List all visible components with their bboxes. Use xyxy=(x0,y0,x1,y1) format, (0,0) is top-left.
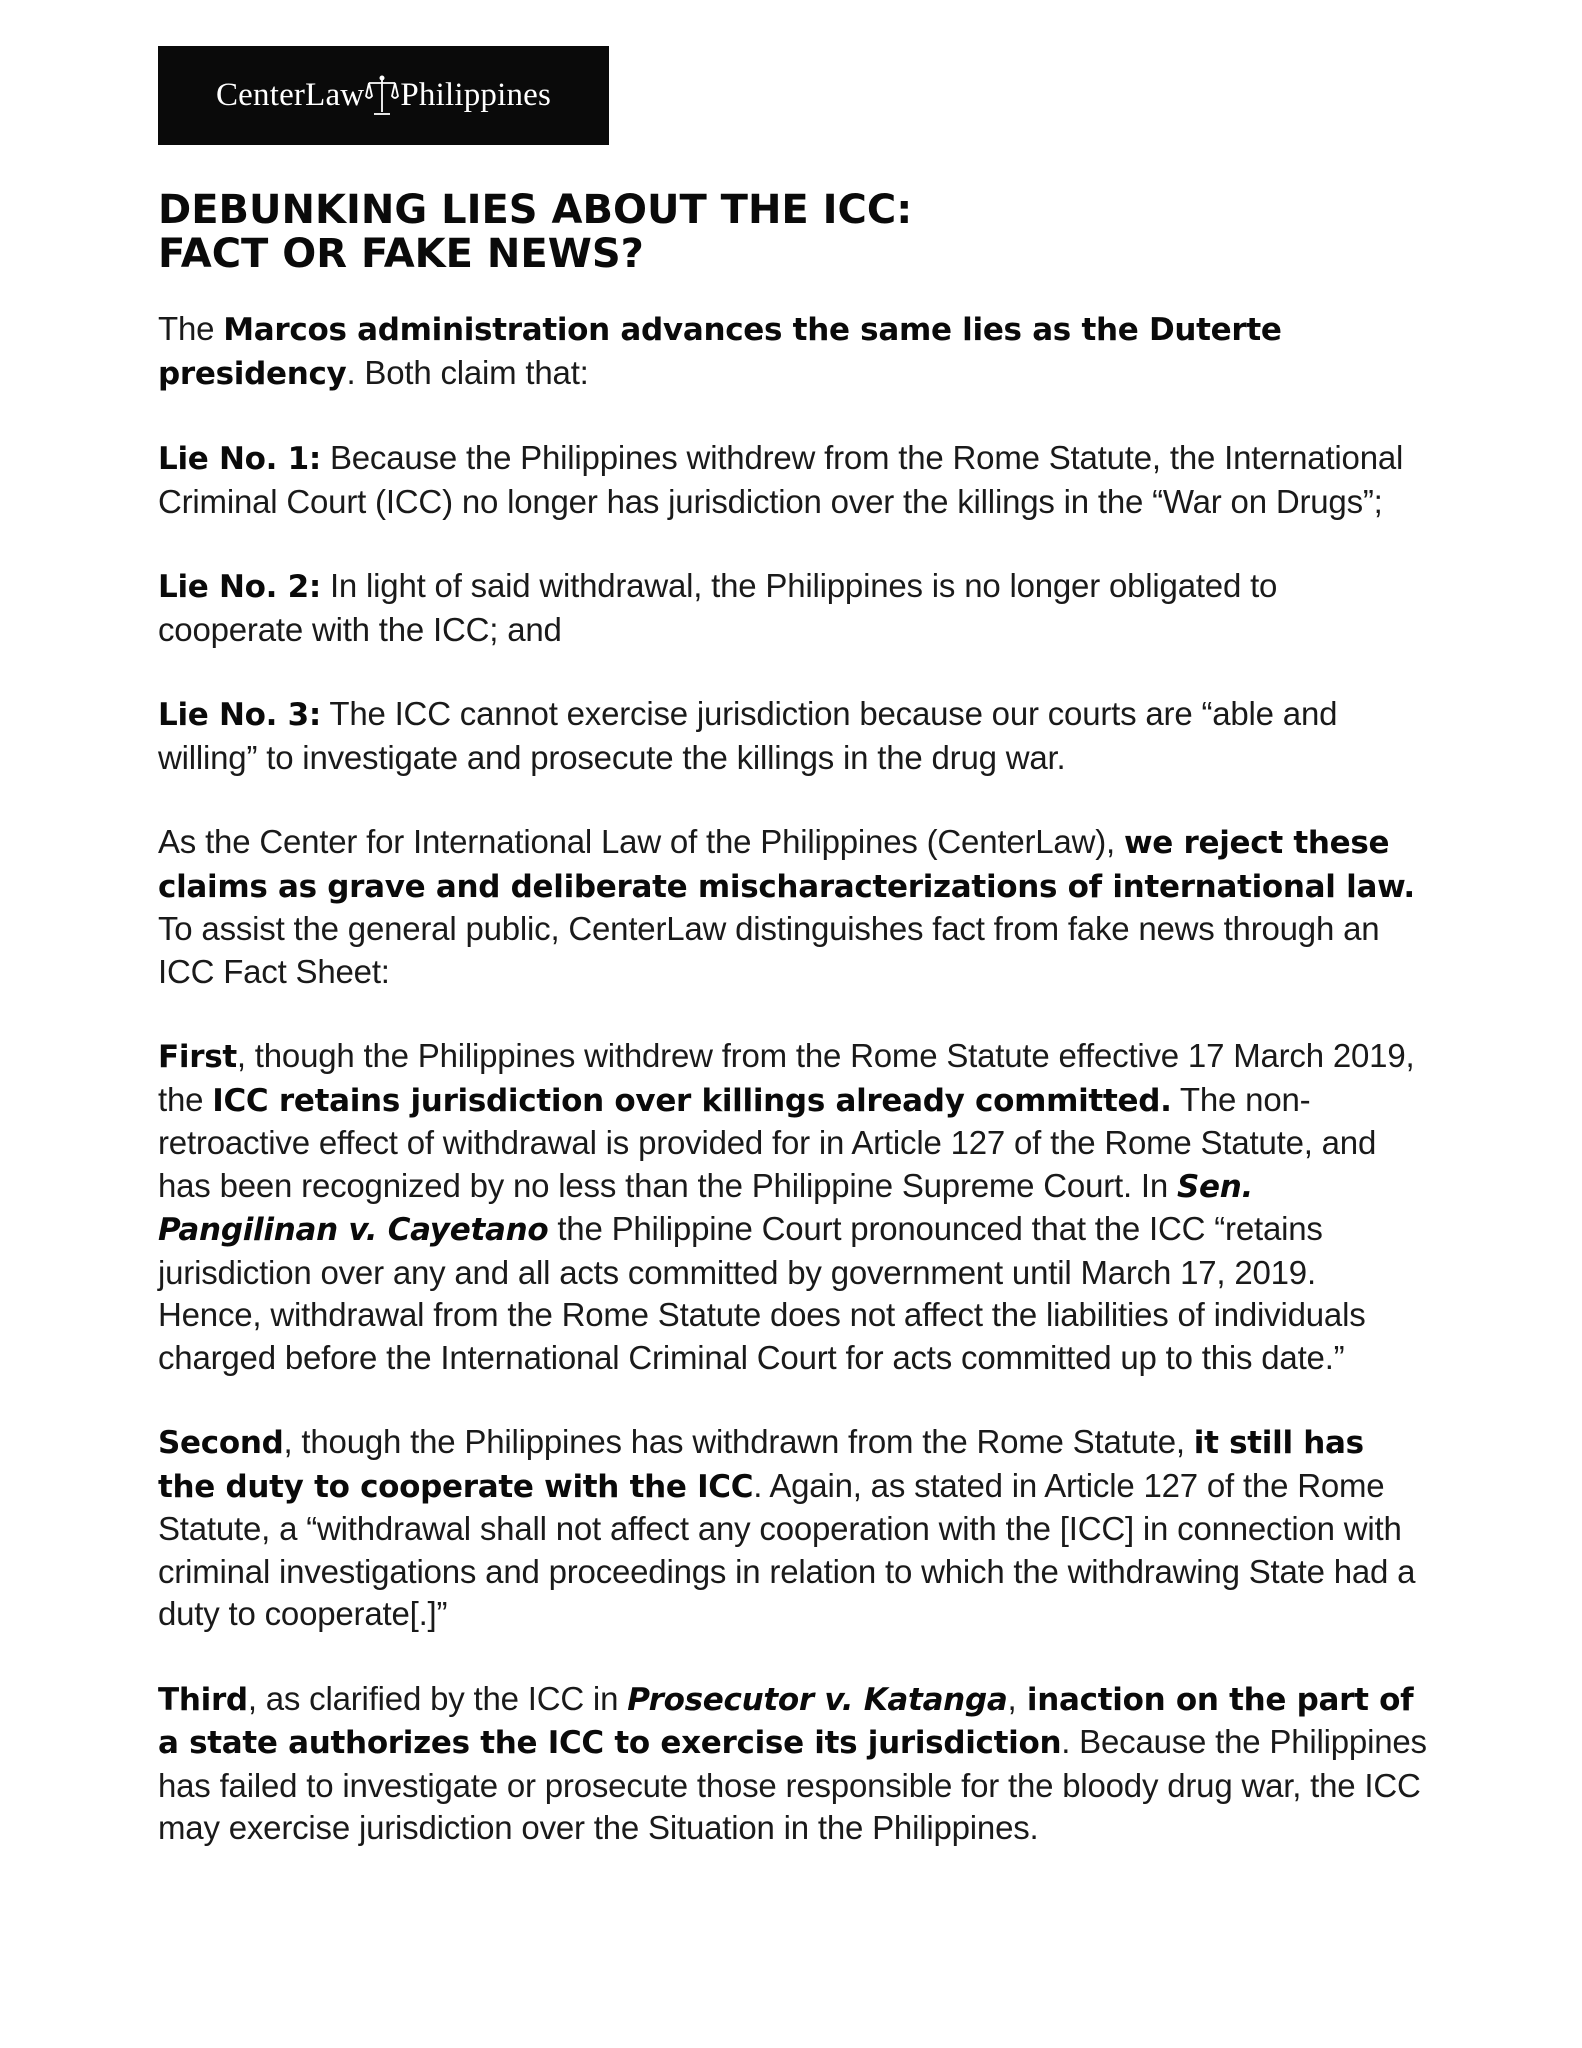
lie-3-paragraph xyxy=(158,693,1428,779)
second-text-1: , though the Philippines has withdrawn from the Rome Statute, xyxy=(283,1423,1194,1460)
third-label: Third xyxy=(158,1681,248,1718)
lie-2-text: In light of said withdrawal, the Philippines is no longer obligated to cooperate with the ICC; and xyxy=(158,567,1278,648)
third-bold: inaction on the part of a state authorizes the ICC to exercise its jurisdiction xyxy=(158,1681,1414,1761)
third-case-name: Prosecutor v. Katanga xyxy=(627,1681,1008,1718)
lie-1-paragraph xyxy=(158,437,1428,523)
lie-2-label: Lie No. 2: xyxy=(158,569,321,605)
lie-1-text: Because the Philippines withdrew from the Rome Statute, the International Criminal Court (ICC) no longer has jurisdiction over the killings in the “War on Drugs”; xyxy=(158,439,1404,520)
logo-text-left: CenterLaw xyxy=(215,77,365,113)
title-line-2: FACT OR FAKE NEWS? xyxy=(158,231,644,277)
third-text-2: . Because the Philippines has failed to investigate or prosecute those responsible for the bloody drug war, the ICC may exercise jurisdiction over the Situation in the Philippines. xyxy=(158,1723,1427,1846)
second-text-2: . Again, as stated in Article 127 of the Rome Statute, a “withdrawal shall not affect any cooperation with the [ICC] in connection with criminal investigations and proceedings in relation to which the withdrawing State had a duty to cooperate[.]” xyxy=(158,1466,1416,1632)
page-title xyxy=(158,188,1428,276)
first-label: First xyxy=(158,1039,237,1075)
third-comma: , xyxy=(1007,1679,1017,1717)
lie-3-label: Lie No. 3: xyxy=(158,697,321,733)
scales-of-justice-icon xyxy=(365,74,399,118)
first-text-2: The non-retroactive effect of withdrawal is provided for in Article 127 of the Rome Statute, and has been recognized by no less than the Philippine Supreme Court. In xyxy=(158,1080,1377,1204)
first-text-1: , though the Philippines withdrew from the Rome Statute effective 17 March 2019, the xyxy=(158,1037,1415,1118)
lie-3-text: The ICC cannot exercise jurisdiction because our courts are “able and willing” to investigate and prosecute the killings in the drug war. xyxy=(158,695,1338,776)
first-paragraph xyxy=(158,1035,1428,1379)
logo-text-right: Philippines xyxy=(400,77,552,113)
second-paragraph xyxy=(158,1421,1428,1636)
first-bold: ICC retains jurisdiction over killings already committed. xyxy=(212,1082,1172,1119)
intro-paragraph xyxy=(158,308,1428,395)
second-bold: it still has the duty to cooperate with the ICC xyxy=(158,1425,1364,1505)
document-body xyxy=(158,188,1428,1892)
centerlaw-text-2: To assist the general public, CenterLaw distinguishes fact from fake news through an ICC Fact Sheet: xyxy=(158,910,1380,990)
centerlaw-logo xyxy=(158,46,609,145)
centerlaw-text-1: As the Center for International Law of the Philippines (CenterLaw), xyxy=(158,823,1124,860)
third-text-1: , as clarified by the ICC in xyxy=(247,1679,628,1717)
lie-1-label: Lie No. 1: xyxy=(158,441,321,477)
title-line-1: DEBUNKING LIES ABOUT THE ICC: xyxy=(158,187,913,233)
centerlaw-bold: we reject these claims as grave and deliberate mischaracterizations of international law. xyxy=(158,825,1415,905)
first-case-name: Sen. Pangilinan v. Cayetano xyxy=(158,1168,1254,1248)
intro-text-2: . Both claim that: xyxy=(346,353,589,391)
intro-bold: Marcos administration advances the same lies as the Duterte presidency xyxy=(158,312,1282,392)
second-label: Second xyxy=(158,1425,284,1461)
lie-2-paragraph xyxy=(158,565,1428,651)
third-paragraph xyxy=(158,1678,1428,1850)
centerlaw-paragraph xyxy=(158,821,1428,993)
first-text-3: the Philippine Court pronounced that the ICC “retains jurisdiction over any and all acts committed by government until March 17, 2019. Hence, withdrawal from the Rome Statute does not affect the liabilities of individuals charged before the International Criminal Court for acts committed up to this date.” xyxy=(158,1210,1366,1376)
intro-text-1: The xyxy=(158,310,224,347)
